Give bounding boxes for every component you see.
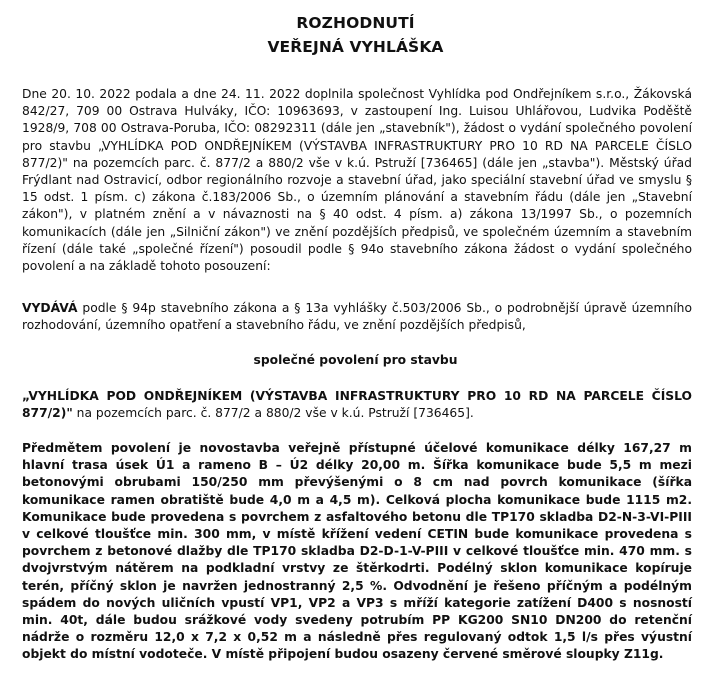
- decision-keyword: VYDÁVÁ: [22, 301, 78, 315]
- decision-text: podle § 94p stavebního zákona a § 13a vyhlášky č.503/2006 Sb., o podrobnější úpravě územního rozhodování, územního opatření a stavebního řádu, ve znění pozdějších předpisů,: [22, 301, 692, 333]
- permit-heading: společné povolení pro stavbu: [253, 353, 458, 367]
- document-subtitle: VEŘEJNÁ VYHLÁŠKA: [267, 38, 444, 56]
- decision-paragraph: [22, 300, 692, 334]
- document-title: ROZHODNUTÍ: [296, 14, 415, 32]
- project-paragraph: [22, 388, 692, 422]
- project-name: „VYHLÍDKA POD ONDŘEJNÍKEM (VÝSTAVBA INFRASTRUKTURY PRO 10 RD NA PARCELE ČÍSLO 877/2)": [22, 389, 692, 421]
- project-location: na pozemcích parc. č. 877/2 a 880/2 vše v k.ú. Pstruží [736465].: [72, 406, 474, 421]
- intro-paragraph: Dne 20. 10. 2022 podala a dne 24. 11. 2022 doplnila společnost Vyhlídka pod Ondřejníkem s.r.o., Žákovská 842/27, 709 00 Ostrava Hulváky, IČO: 10963693, v zastoupení Ing. Luisou Uhlářovou, Ludvika Poděště 1928/9, 708 00 Ostrava-Poruba, IČO: 08292311 (dále jen „stavebník"), žádost o vydání společného povolení pro stavbu „VYHLÍDKA POD ONDŘEJNÍKEM (VÝSTAVBA INFRASTRUKTURY PRO 10 RD NA PARCELE ČÍSLO 877/2)" na pozemcích parc. č. 877/2 a 880/2 vše v k.ú. Pstruží [736465] (dále jen „stavba"). Městský úřad Frýdlant nad Ostravicí, odbor regionálního rozvoje a stavební úřad, jako speciální stavební úřad ve smyslu § 15 odst. 1 písm. c) zákona č.183/2006 Sb., o územním plánování a stavebním řádu (dále jen „Stavební zákon"), v platném znění a v návaznosti na § 40 odst. 4 písm. a) zákona 13/1997 Sb., o pozemních komunikacích (dále jen „Silniční zákon") ve znění pozdějších předpisů, ve společném územním a stavebním řízení (dále také „společné řízení") posoudil podle § 94o stavebního zákona žádost o vydání společného povolení a na základě tohoto posouzení:: [22, 87, 692, 274]
- description-paragraph: Předmětem povolení je novostavba veřejně přístupné účelové komunikace délky 167,27 m hlavní trasa úsek Ú1 a rameno B – Ú2 délky 20,00 m. Šířka komunikace bude 5,5 m mezi betonovými obrubami 150/250 mm převýšenými o 8 cm nad povrch komunikace (šířka komunikace ramen obratiště bude 4,0 m a 4,5 m). Celková plocha komunikace bude 1115 m2. Komunikace bude provedena s povrchem z asfaltového betonu dle TP170 skladba D2-N-3-VI-PIII v celkové tloušťce min. 300 mm, v místě křížení vedení CETIN bude komunikace provedena s povrchem z betonové dlažby dle TP170 skladba D2-D-1-V-PIII v celkové tloušťce min. 470 mm. s dvojvrstvým nátěrem na podkladní vrstvy ze štěrkodrti. Podélný sklon komunikace kopíruje terén, příčný sklon je navržen jednostranný 2,5 %. Odvodnění je řešeno příčným a podélným spádem do nových uličních vpustí VP1, VP2 a VP3 s mříží kategorie zatížení D400 s nosností min. 40t, dále budou srážkové vody svedeny potrubím PP KG200 SN10 DN200 do retenční nádrže o rozměru 12,0 x 7,2 x 0,52 m a následně přes regulovaný odtok 1,5 l/s přes výustní objekt do místní vodoteče. V místě připojení budou osazeny červené směrové sloupky Z11g.: [22, 441, 692, 662]
